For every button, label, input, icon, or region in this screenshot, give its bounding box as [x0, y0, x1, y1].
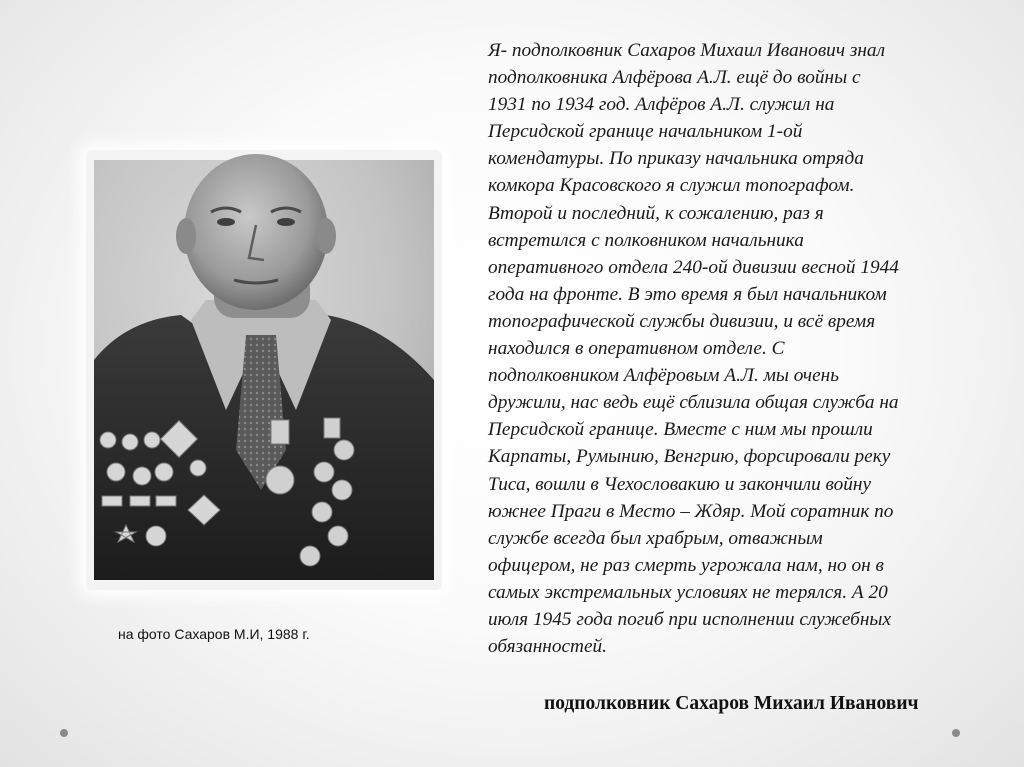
memoir-line: июля 1945 года погиб при исполнении служебных: [488, 608, 892, 630]
memoir-line: подполковником Алфёровым А.Л. мы очень: [488, 365, 840, 387]
memoir-line: Тиса, вошли в Чехословакию и закончили войну: [488, 473, 872, 495]
signature: подполковник Сахаров Михаил Иванович: [544, 693, 919, 714]
memoir-text: [488, 37, 988, 660]
memoir-line: службе всегда был храбрым, отважным: [488, 527, 823, 549]
memoir-line: комендатуры. По приказу начальника отряда: [488, 148, 864, 170]
portrait-image: [86, 150, 442, 590]
memoir-line: оперативного отдела 240-ой дивизии весной 1944: [488, 256, 899, 278]
memoir-line: Я- подполковник Сахаров Михаил Иванович знал: [488, 40, 885, 61]
memoir-line: обязанностей.: [488, 636, 608, 658]
memoir-line: Персидской границе. Вместе с ним мы прошли: [488, 419, 873, 441]
memoir-line: подполковника Алфёрова А.Л. ещё до войны с: [488, 67, 861, 89]
memoir-line: дружили, нас ведь ещё сблизила общая служба на: [488, 392, 899, 414]
memoir-line: Персидской границе начальником 1-ой: [488, 121, 803, 143]
memoir-line: топографической службы дивизии, и всё время: [488, 310, 876, 332]
memoir-line: 1931 по 1934 год. Алфёров А.Л. служил на: [488, 94, 835, 116]
prev-slide-dot[interactable]: [60, 729, 68, 737]
memoir-line: находился в оперативном отделе. С: [488, 338, 785, 360]
photo-caption: на фото Сахаров М.И, 1988 г.: [118, 626, 310, 642]
memoir-line: встретился с полковником начальника: [488, 229, 804, 251]
memoir-line: южнее Праги в Место – Ждяр. Мой соратник по: [488, 500, 894, 522]
memoir-line: года на фронте. В это время я был начальником: [488, 283, 887, 305]
memoir-line: Карпаты, Румынию, Венгрию, форсировали реку: [488, 446, 891, 468]
portrait-photo: [86, 150, 442, 590]
memoir-line: офицером, не раз смерть угрожала нам, но он в: [488, 554, 884, 576]
memoir-line: самых экстремальных условиях не терялся. А 20: [488, 581, 888, 603]
memoir-line: Второй и последний, к сожалению, раз я: [488, 202, 824, 224]
next-slide-dot[interactable]: [952, 729, 960, 737]
memoir-line: комкора Красовского я служил топографом.: [488, 175, 855, 197]
